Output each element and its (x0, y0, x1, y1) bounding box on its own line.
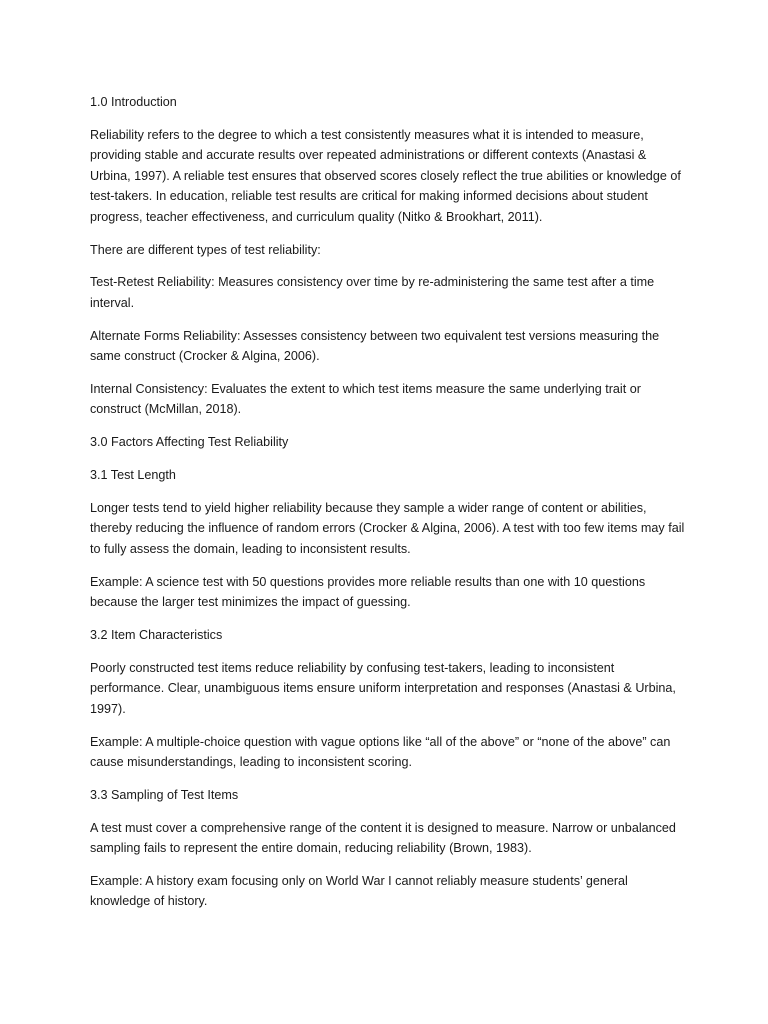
paragraph-internal-consistency: Internal Consistency: Evaluates the extent to which test items measure the same underlying trait or construct (McMillan, 2018). (90, 381, 641, 417)
paragraph-types-intro: There are different types of test reliability: (90, 242, 321, 257)
paragraph-item-characteristics: Poorly constructed test items reduce reliability by confusing test-takers, leading to inconsistent performance. Clear, unambiguous items ensure uniform interpretation and responses (Anastasi & Urbina, 1997). (90, 660, 676, 716)
subsection-heading-test-length: 3.1 Test Length (90, 468, 176, 483)
paragraph-test-retest: Test-Retest Reliability: Measures consistency over time by re-administering the same test after a time interval. (90, 275, 655, 310)
paragraph-item-characteristics-example: Example: A multiple-choice question with vague options like “all of the above” or “none of the above” can cause misunderstandings, leading to inconsistent scoring. (90, 734, 671, 770)
paragraph-alternate-forms: Alternate Forms Reliability: Assesses consistency between two equivalent test versions measuring the same construct (Crocker & Algina, 2006). (90, 328, 660, 364)
paragraph-reliability-definition: Reliability refers to the degree to which a test consistently measures what it is intended to measure, providing stable and accurate results over repeated administrations or different contexts (Anastasi & Urbina, 1997). A reliable test ensures that observed scores closely reflect the true abilities or knowledge of test-takers. In education, reliable test results are critical for making informed decisions about student progress, teacher effectiveness, and curriculum quality (Nitko & Brookhart, 2011). (90, 127, 681, 224)
document-body (90, 92, 685, 924)
subsection-heading-sampling: 3.3 Sampling of Test Items (90, 787, 239, 802)
paragraph-sampling-example: Example: A history exam focusing only on World War I cannot reliably measure students’ general knowledge of history. (90, 873, 628, 909)
subsection-heading-item-characteristics: 3.2 Item Characteristics (90, 627, 223, 642)
section-heading-factors: 3.0 Factors Affecting Test Reliability (90, 435, 289, 450)
paragraph-test-length: Longer tests tend to yield higher reliability because they sample a wider range of content or abilities, thereby reducing the influence of random errors (Crocker & Algina, 2006). A test with too few items may fail to fully assess the domain, leading to inconsistent results. (90, 500, 685, 556)
section-heading-introduction: 1.0 Introduction (90, 95, 177, 109)
paragraph-test-length-example: Example: A science test with 50 questions provides more reliable results than one with 10 questions because the larger test minimizes the impact of guessing. (90, 574, 646, 610)
paragraph-sampling: A test must cover a comprehensive range of the content it is designed to measure. Narrow or unbalanced sampling fails to represent the entire domain, reducing reliability (Brown, 1983). (90, 820, 676, 856)
